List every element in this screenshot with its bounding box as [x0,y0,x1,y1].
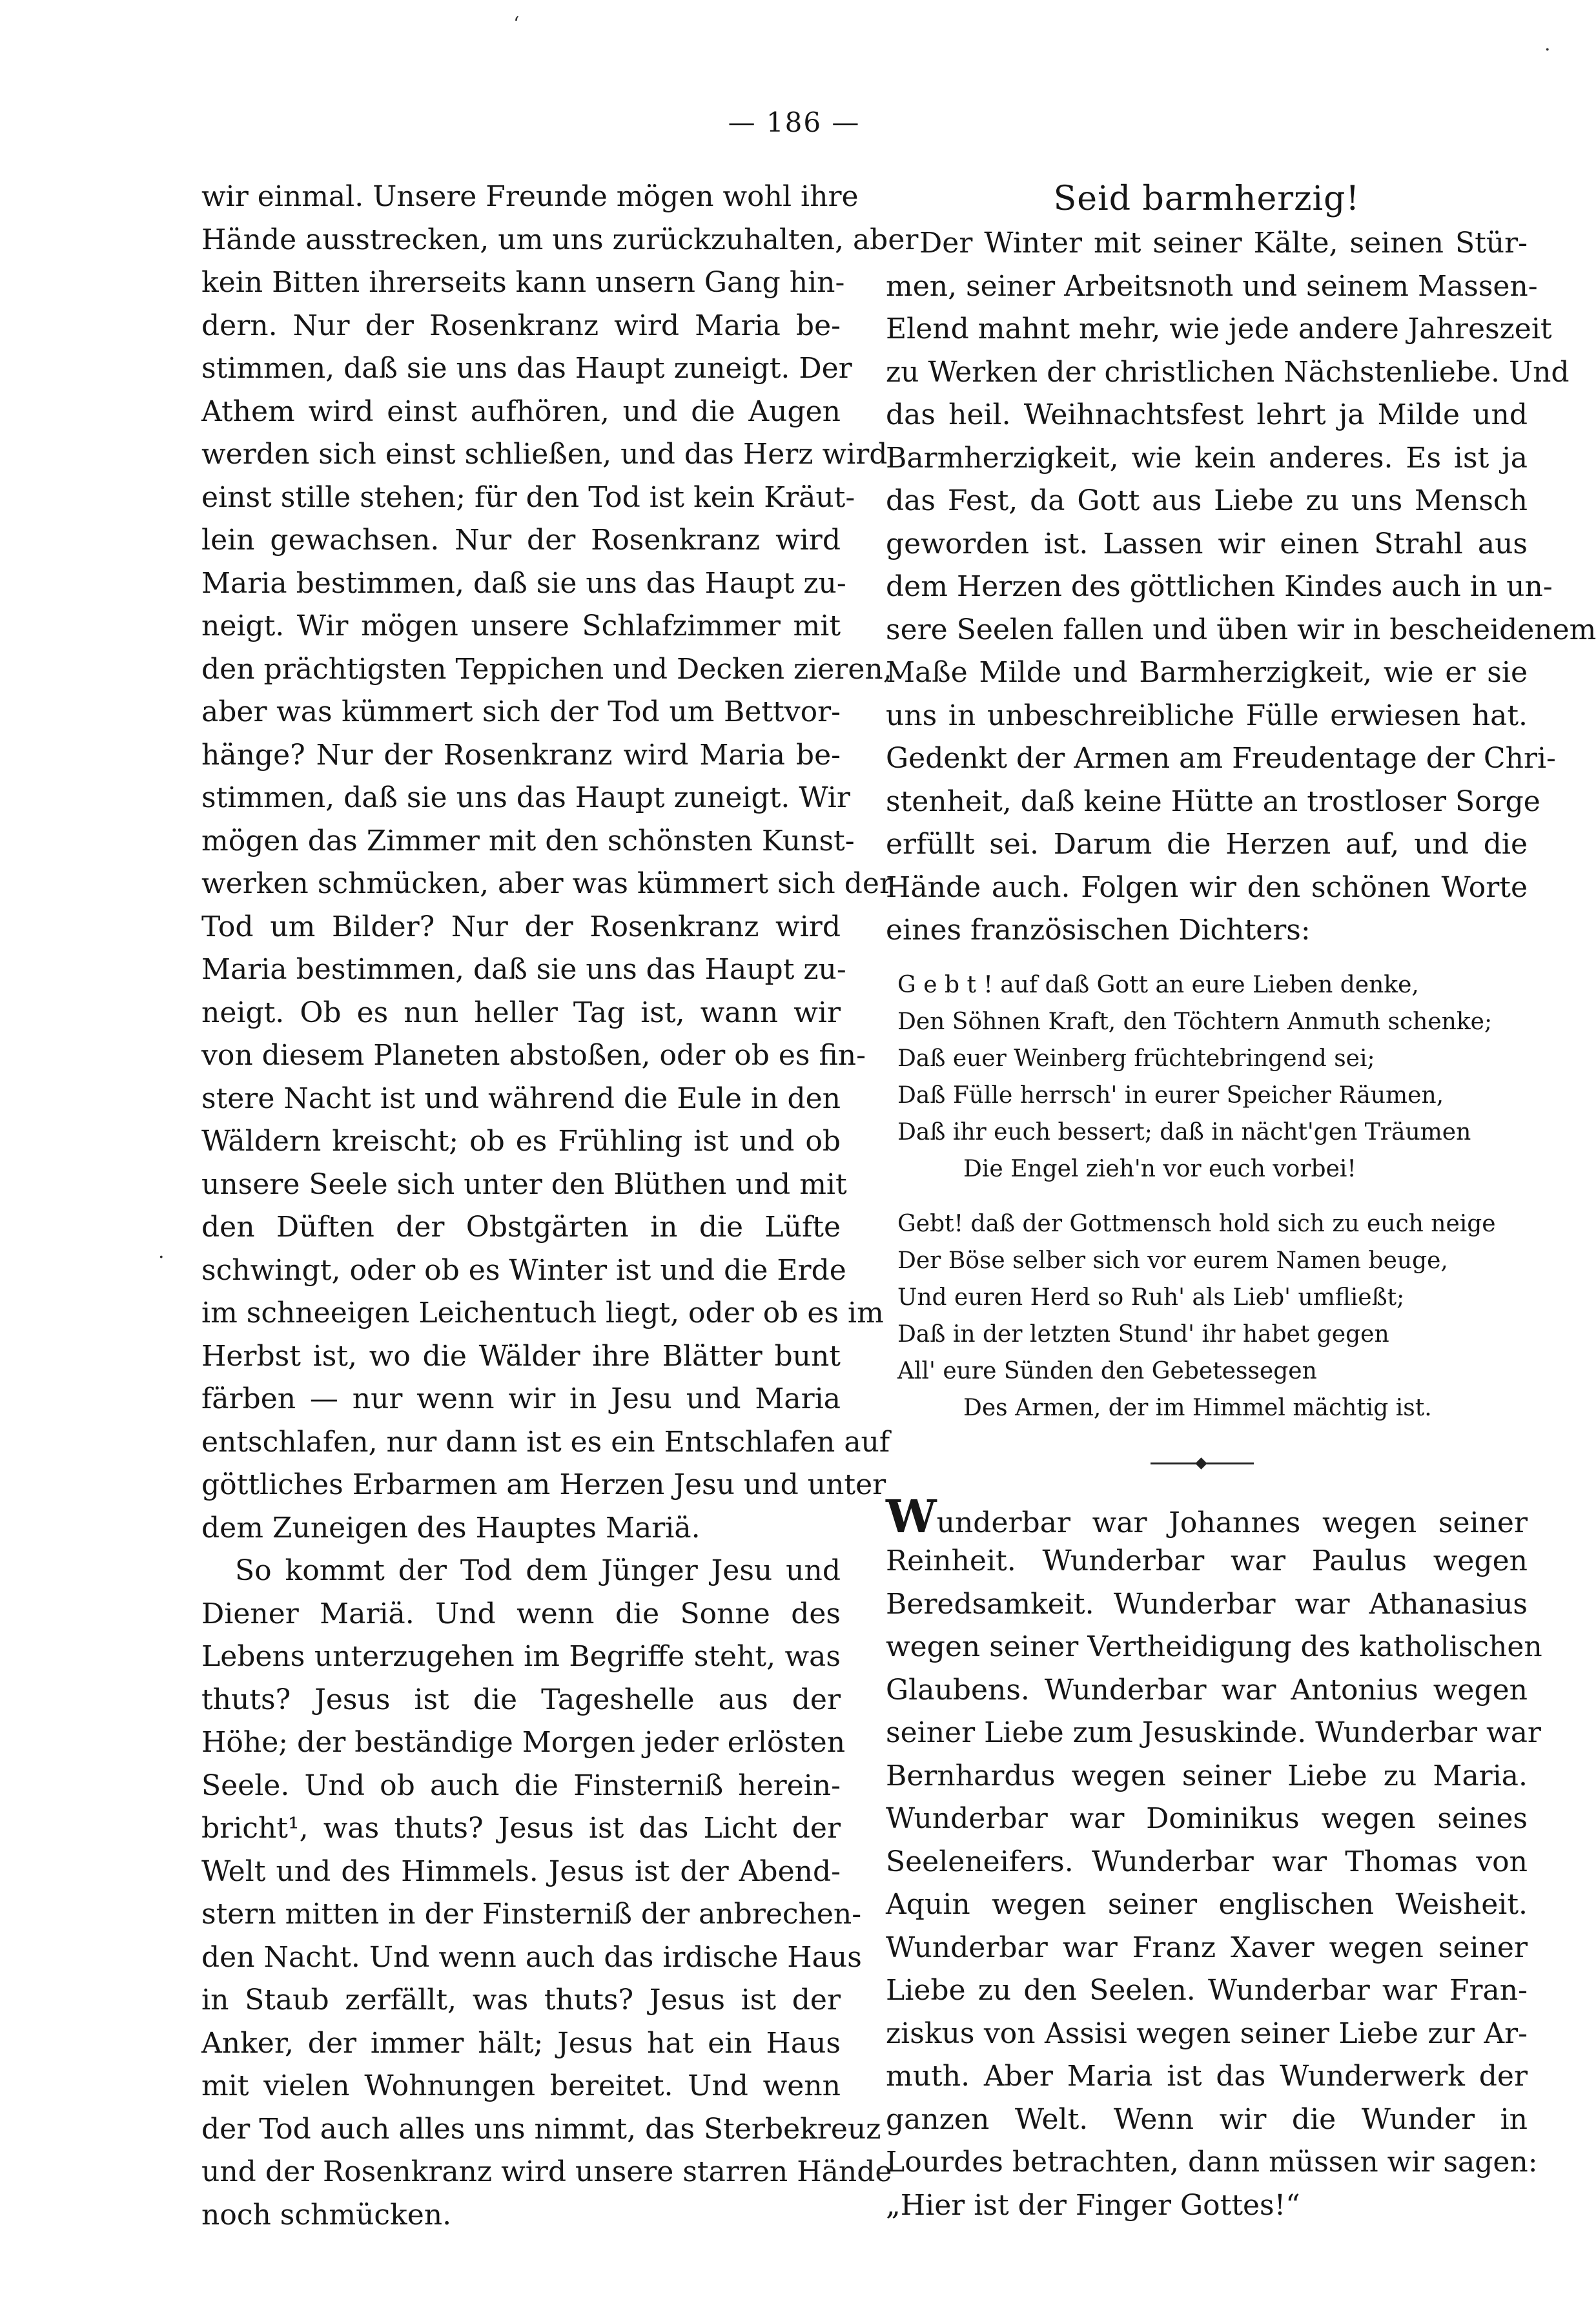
text-line: Wäldern kreischt; ob es Frühling ist und ob [201,1125,841,1158]
drop-cap: W [886,1489,937,1543]
text-line: von diesem Planeten abstoßen, oder ob es fin- [201,1039,866,1072]
text-line: in Staub zerfällt, was thuts? Jesus ist der [201,1984,841,2017]
text-line: Höhe; der beständige Morgen jeder erlösten [201,1726,846,1759]
text-line: Maria bestimmen, daß sie uns das Haupt zu- [201,566,846,600]
poem-line: G e b t ! auf daß Gott an eure Lieben denke, [897,971,1419,998]
text-line [886,1489,1528,1543]
text-line: den Düften der Obstgärten in die Lüfte [201,1211,841,1244]
margin-speck: · [1544,39,1551,61]
text-line: Reinheit. Wunderbar war Paulus wegen [886,1544,1528,1577]
text-line: thuts? Jesus ist die Tageshelle aus der [201,1683,841,1716]
text-line: das heil. Weihnachtsfest lehrt ja Milde und [886,398,1528,431]
separator-ornament [1195,1457,1207,1469]
text-line: ganzen Welt. Wenn wir die Wunder in [886,2102,1528,2136]
text-line: dem Herzen des göttlichen Kindes auch in un- [886,570,1553,603]
text-line: entschlafen, nur dann ist es ein Entschlafen auf [201,1425,890,1459]
text-line: Elend mahnt mehr, wie jede andere Jahreszeit [886,313,1552,345]
poem-line: Der Böse selber sich vor eurem Namen beuge, [897,1247,1448,1274]
text-line: muth. Aber Maria ist das Wunderwerk der [886,2060,1528,2093]
margin-speck: ‘ [513,13,520,36]
text-line: Diener Mariä. Und wenn die Sonne des [201,1597,841,1630]
text-line: uns in unbeschreibliche Fülle erwiesen hat. [886,699,1528,732]
text-line: sere Seelen fallen und üben wir in bescheidenem [886,613,1596,646]
text-line: Welt und des Himmels. Jesus ist der Abend- [201,1854,841,1888]
text-line: unsere Seele sich unter den Blüthen und mit [201,1167,847,1201]
poem-line: Gebt! daß der Gottmensch hold sich zu euch neige [897,1210,1496,1237]
text-line: Gedenkt der Armen am Freudentage der Chri- [886,742,1556,775]
text-line: Hände auch. Folgen wir den schönen Worte [886,870,1528,904]
text-line: stern mitten in der Finsterniß der anbrechen- [201,1898,862,1931]
text-line: wir einmal. Unsere Freunde mögen wohl ihre [201,180,859,213]
text-run: underbar war Johannes wegen seiner [936,1506,1528,1539]
text-line: aber was kümmert sich der Tod um Bettvor- [201,695,841,728]
text-line: Tod um Bilder? Nur der Rosenkranz wird [201,910,841,943]
text-line: Anker, der immer hält; Jesus hat ein Haus [201,2026,841,2060]
text-line: mögen das Zimmer mit den schönsten Kunst- [201,824,855,857]
text-line: Hände ausstrecken, um uns zurückzuhalten, aber [201,223,919,256]
poem-line: Und euren Herd so Ruh' als Lieb' umfließt; [897,1284,1405,1311]
poem-line: Den Söhnen Kraft, den Töchtern Anmuth schenke; [897,1008,1493,1035]
text-line: Maße Milde und Barmherzigkeit, wie er sie [886,656,1528,689]
text-line: So kommt der Tod dem Jünger Jesu und [235,1554,841,1587]
text-line: wegen seiner Vertheidigung des katholischen [886,1630,1542,1663]
text-line: stere Nacht ist und während die Eule in den [201,1082,841,1115]
text-line: lein gewachsen. Nur der Rosenkranz wird [201,524,841,557]
poem-line: Daß in der letzten Stund' ihr habet gegen [897,1320,1389,1348]
page-number: — 186 — [728,107,861,138]
text-line: dern. Nur der Rosenkranz wird Maria be- [201,309,841,342]
text-line: zu Werken der christlichen Nächstenliebe. Und [886,355,1570,389]
text-line: Wunderbar war Franz Xaver wegen seiner [886,1931,1528,1964]
text-line: einst stille stehen; für den Tod ist kein Kräut- [201,480,855,514]
poem-line: Des Armen, der im Himmel mächtig ist. [963,1394,1432,1421]
text-line: ziskus von Assisi wegen seiner Liebe zur Ar- [886,2017,1528,2050]
left-column [201,176,919,2237]
text-line: kein Bitten ihrerseits kann unsern Gang hin- [201,266,845,299]
poem-line: Daß ihr euch bessert; daß in nächt'gen Träumen [897,1118,1471,1145]
text-line: Glaubens. Wunderbar war Antonius wegen [886,1673,1528,1707]
text-line: eines französischen Dichters: [886,914,1311,947]
text-line: Barmherzigkeit, wie kein anderes. Es ist ja [886,441,1528,475]
text-line: stenheit, daß keine Hütte an trostloser Sorge [886,785,1540,818]
text-line: Bernhardus wegen seiner Liebe zu Maria. [886,1759,1528,1792]
text-line: dem Zuneigen des Hauptes Mariä. [201,1511,701,1544]
poem-line: Die Engel zieh'n vor euch vorbei! [963,1155,1356,1182]
text-line: im schneeigen Leichentuch liegt, oder ob es im [201,1297,884,1329]
section-separator [886,1426,1528,1497]
text-line: den Nacht. Und wenn auch das irdische Haus [201,1940,862,1974]
text-line: erfüllt sei. Darum die Herzen auf, und die [886,828,1528,861]
poem-line: Daß euer Weinberg früchtebringend sei; [897,1045,1375,1072]
text-line: hänge? Nur der Rosenkranz wird Maria be- [201,738,841,772]
margin-dot: · [158,1246,165,1269]
text-line: noch schmücken. [201,2198,452,2232]
stanza-gap [886,1187,1528,1206]
text-line: Seele. Und ob auch die Finsterniß herein- [201,1769,841,1802]
text-line: das Fest, da Gott aus Liebe zu uns Mensch [886,484,1528,517]
text-line: „Hier ist der Finger Gottes!“ [886,2188,1300,2222]
text-line: Aquin wegen seiner englischen Weisheit. [886,1888,1528,1921]
text-line: werken schmücken, aber was kümmert sich der [201,867,893,900]
text-line: Lourdes betrachten, dann müssen wir sagen: [886,2146,1538,2179]
text-line: neigt. Ob es nun heller Tag ist, wann wir [201,996,841,1029]
text-line: Der Winter mit seiner Kälte, seinen Stür- [919,227,1528,260]
text-line: Liebe zu den Seelen. Wunderbar war Fran- [886,1974,1528,2007]
poem-line: Daß Fülle herrsch' in eurer Speicher Räumen, [897,1082,1444,1109]
text-line: Wunderbar war Dominikus wegen seines [886,1802,1528,1835]
poem-line: All' eure Sünden den Gebetessegen [897,1357,1317,1384]
text-line: stimmen, daß sie uns das Haupt zuneigt. Der [201,352,852,385]
poem [886,967,1528,1426]
text-line: men, seiner Arbeitsnoth und seinem Massen- [886,269,1538,303]
text-line: Athem wird einst aufhören, und die Augen [201,395,841,428]
text-line: färben — nur wenn wir in Jesu und Maria [201,1382,841,1415]
text-line: Seeleneifers. Wunderbar war Thomas von [886,1845,1528,1878]
text-line: den prächtigsten Teppichen und Decken zieren, [201,652,892,686]
text-line: der Tod auch alles uns nimmt, das Sterbekreuz [201,2112,881,2146]
text-line: schwingt, oder ob es Winter ist und die Erde [201,1253,846,1287]
right-column [886,176,1596,2227]
text-line: bricht¹, was thuts? Jesus ist das Licht der [201,1812,841,1845]
text-line: Herbst ist, wo die Wälder ihre Blätter bunt [201,1339,841,1373]
text-line: und der Rosenkranz wird unsere starren Hände [201,2155,892,2188]
text-line: Maria bestimmen, daß sie uns das Haupt zu- [201,953,846,986]
text-line: geworden ist. Lassen wir einen Strahl aus [886,527,1528,560]
text-line: mit vielen Wohnungen bereitet. Und wenn [201,2069,841,2102]
text-line: werden sich einst schließen, und das Herz wird [201,438,888,471]
text-line: stimmen, daß sie uns das Haupt zuneigt. Wir [201,781,850,814]
section-title: Seid barmherzig! [1053,180,1360,218]
text-line: Lebens unterzugehen im Begriffe steht, was [201,1640,841,1673]
text-line: neigt. Wir mögen unsere Schlafzimmer mit [201,610,841,642]
text-line: Beredsamkeit. Wunderbar war Athanasius [886,1587,1528,1621]
text-line: göttliches Erbarmen am Herzen Jesu und unter [201,1468,886,1501]
text-line: seiner Liebe zum Jesuskinde. Wunderbar war [886,1716,1541,1749]
